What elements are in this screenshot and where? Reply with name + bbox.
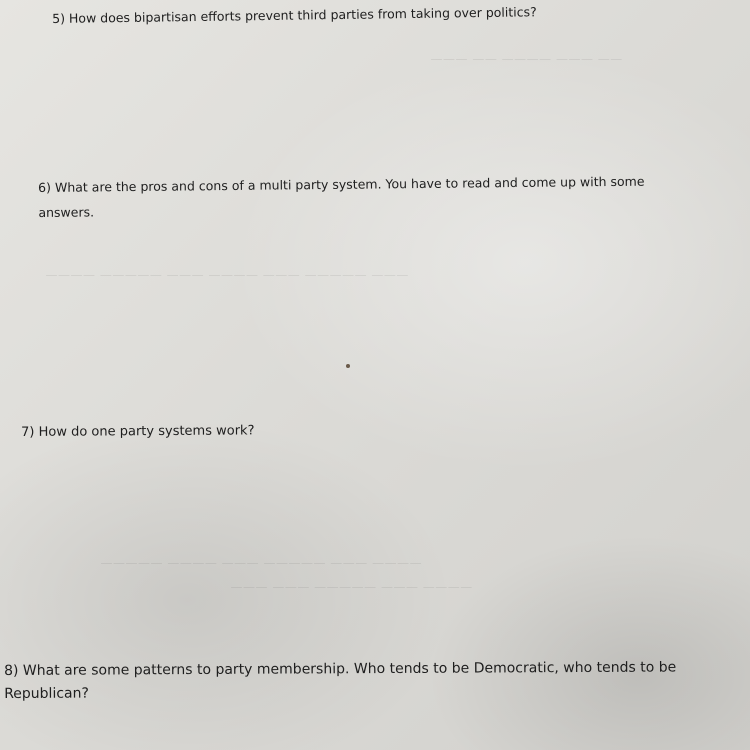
question-5 (52, 0, 537, 31)
bleed-through-mark: —— ——— ———— —— ——— (430, 52, 623, 66)
question-8 (4, 656, 676, 706)
ink-dot (346, 364, 350, 368)
question-5-text: 5) How does bipartisan efforts prevent third parties from taking over politics? (52, 4, 537, 26)
bleed-through-mark: ———— ——— ————— ——— ——— (230, 580, 473, 594)
bleed-through-mark: ———— ——— ————— ——— ———— ————— (100, 556, 422, 570)
question-7 (21, 418, 255, 445)
question-8-text-line-1: 8) What are some patterns to party membership. Who tends to be Democratic, who tends to be (4, 659, 677, 679)
question-6 (38, 169, 645, 225)
question-6-text-line-1: 6) What are the pros and cons of a multi party system. You have to read and come up with some (38, 173, 645, 195)
question-7-text: 7) How do one party systems work? (21, 423, 255, 440)
bleed-through-mark: ——— ————— ——— ———— ——— ————— ———— (45, 268, 409, 282)
question-8-text-line-2: Republican? (4, 685, 89, 702)
question-6-text-line-2: answers. (38, 204, 95, 220)
